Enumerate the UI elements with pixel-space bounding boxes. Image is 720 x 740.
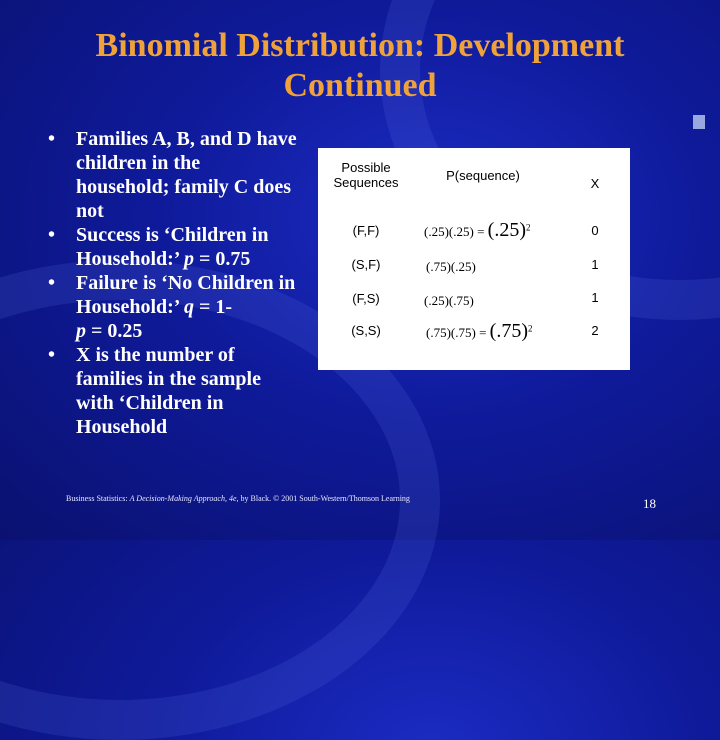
bullet-dot: •	[48, 272, 56, 294]
bullet-item	[48, 271, 298, 343]
bullet-text: X is the number of families in the sample with ‘Children in Household	[76, 344, 261, 438]
bullet-list	[48, 127, 298, 439]
table-cell-sequence: (S,S)	[351, 323, 381, 338]
title-line-1: Binomial Distribution: Development	[95, 27, 625, 64]
citation: Business Statistics: A Decision-Making Approach, 4e, by Black. © 2001 South-Western/Thomson Learning	[66, 494, 410, 503]
decorative-square	[693, 115, 705, 129]
header-x: X	[590, 176, 600, 191]
bullet-text: Failure is ‘No Children in Household:’	[76, 272, 296, 318]
bullet-text: Families A, B, and D have children in the household; family C does not	[76, 128, 297, 222]
table-cell-probability: (.25)(.75)	[424, 293, 474, 308]
table-cell-x: 1	[591, 290, 599, 305]
slide-title	[20, 26, 700, 106]
variable-p: p	[183, 248, 194, 270]
bullet-item	[48, 223, 298, 271]
page-number: 18	[643, 496, 656, 511]
table-cell-sequence: (F,F)	[352, 223, 380, 238]
bullet-text: Success is ‘Children in Household:’	[76, 224, 269, 270]
bullet-dot: •	[48, 128, 56, 150]
bullet-item	[48, 343, 298, 439]
title-line-2: Continued	[283, 67, 437, 104]
header-sequences: Possible Sequences	[333, 160, 399, 190]
variable-q: q	[183, 296, 194, 318]
table-cell-probability: $(.25)(.25) = (.25)^2$	[424, 219, 531, 241]
sequence-table	[318, 148, 630, 370]
table-cell-x: 0	[591, 223, 599, 238]
table-cell-probability: (.75)(.25)	[426, 259, 476, 274]
table-cell-sequence: (F,S)	[352, 291, 380, 306]
bullet-text: = 0.75	[193, 248, 251, 270]
table-cell-x: 2	[591, 323, 599, 338]
bullet-text: = 1-	[193, 296, 233, 318]
bullet-dot: •	[48, 344, 56, 366]
bullet-text: = 0.25	[86, 320, 143, 342]
bullet-item	[48, 127, 298, 223]
variable-p: p	[76, 320, 86, 342]
table-cell-x: 1	[591, 257, 599, 272]
table-cell-sequence: (S,F)	[351, 257, 381, 272]
header-probability: P(sequence)	[446, 168, 520, 183]
bullet-dot: •	[48, 224, 56, 246]
table-cell-probability: $(.75)(.75) = (.75)^2$	[426, 320, 533, 342]
